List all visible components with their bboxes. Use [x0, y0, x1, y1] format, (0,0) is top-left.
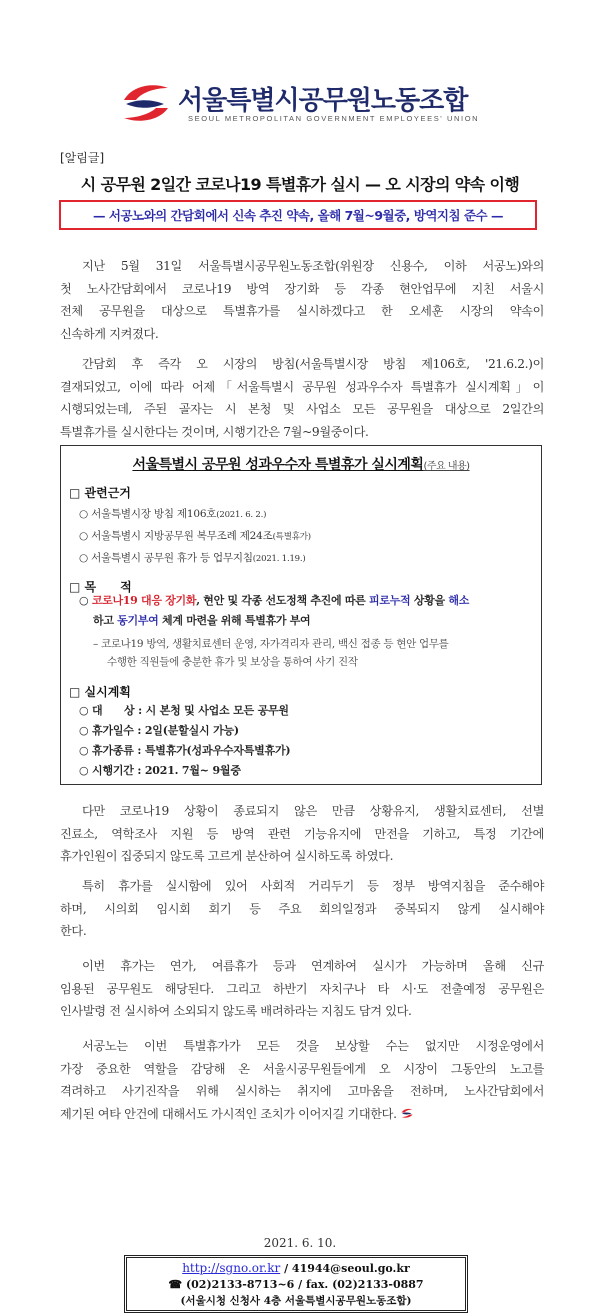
- plan-item: ○ 휴가일수 : 2일(분할실시 가능): [79, 724, 239, 737]
- paragraph-6: [60, 1035, 544, 1125]
- paragraph-4: [60, 875, 544, 943]
- union-logo-icon: [118, 78, 174, 126]
- paragraph-line: 진료소, 역학조사 지원 등 방역 관련 기능유지에 만전을 기하고, 특정 기간에: [60, 826, 544, 841]
- paragraph-line: 격려하고 사기진작을 위해 실시하는 취지에 고마움을 전하며, 노사간담회에서: [60, 1084, 544, 1098]
- contact-address: (서울시청 신청사 4층 서울특별시공무원노동조합): [180, 1295, 412, 1307]
- union-name: 서울특별시공무원노동조합: [178, 86, 468, 116]
- union-logo: [118, 74, 488, 134]
- paragraph-line: 시행되었는데, 주된 골자는 시 본청 및 사업소 모든 공무원을 대상으로 2일간의: [60, 402, 544, 416]
- plan-item: ○ 대 상 : 시 본청 및 사업소 모든 공무원: [79, 704, 289, 717]
- paragraph-line: 간담회 후 즉각 오 시장의 방침(서울특별시장 방침 제106호, '21.6.2.)이: [82, 357, 544, 371]
- paragraph-line: 제기된 여타 안건에 대해서도 가시적인 조치가 이어지길 기대한다.: [60, 1103, 544, 1126]
- section-purpose-heading: □ 목 적: [69, 580, 132, 594]
- purpose-line-2: 하고 동기부여 체계 마련을 위해 특별휴가 부여: [93, 614, 311, 627]
- basis-item: ○ 서울특별시장 방침 제106호(2021. 6. 2.): [79, 508, 267, 520]
- basis-item: ○ 서울특별시 지방공무원 복무조례 제24조(특별휴가): [79, 530, 311, 542]
- subheadline: — 서공노와의 간담회에서 신속 추진 약속, 올해 7월~9월중, 방역지침 준수 —: [93, 208, 503, 223]
- paragraph-line: 하며, 시의회 임시회 회기 등 주요 회의일정과 중복되지 않게 실시해야: [60, 901, 544, 916]
- paragraph-line: 지난 5월 31일 서울특별시공무원노동조합(위원장 신용수, 이하 서공노)와의: [82, 259, 544, 273]
- paragraph-line: 신속하게 지켜졌다.: [60, 326, 159, 341]
- paragraph-line: 특히 휴가를 실시함에 있어 사회적 거리두기 등 정부 방역지침을 준수해야: [82, 879, 544, 893]
- contact-web-row: [127, 1260, 465, 1277]
- subheadline-box: [59, 200, 537, 230]
- paragraph-line: 이번 휴가는 연가, 여름휴가 등과 연계하여 실시가 가능하며 올해 신규: [82, 959, 544, 973]
- contact-phone: ☎ (02)2133-8713~6 / fax. (02)2133-0887: [168, 1278, 424, 1291]
- paragraph-2: [60, 353, 544, 443]
- headline: 시 공무원 2일간 코로나19 특별휴가 실시 — 오 시장의 약속 이행: [80, 175, 520, 194]
- paragraph-5: [60, 955, 544, 1023]
- plan-title: [61, 454, 541, 474]
- paragraph-line: 한다.: [60, 924, 87, 938]
- basis-item: ○ 서울특별시 공무원 휴가 등 업무지침(2021. 1.19.): [79, 552, 306, 564]
- contact-email: / 41944@seoul.go.kr: [280, 1262, 410, 1275]
- paragraph-1: [60, 255, 544, 345]
- section-plan-heading: □ 실시계획: [69, 685, 131, 699]
- plan-title-note: (주요 내용): [423, 461, 470, 472]
- paragraph-line: 첫 노사간담회에서 코로나19 방역 장기화 등 각종 현안업무에 지친 서울시: [60, 281, 544, 296]
- purpose-detail: – 코로나19 방역, 생활치료센터 운영, 자가격리자 관리, 백신 접종 등 현안 업무를: [93, 638, 449, 650]
- paragraph-line: 가장 중요한 역할을 감당해 온 서울시공무원들에게 오 시장이 그동안의 노고를: [60, 1061, 544, 1076]
- paragraph-line: 임용된 공무원도 해당된다. 그리고 하반기 자치구나 타 시·도 전출예정 공무원은: [60, 981, 544, 996]
- website-link[interactable]: http://sgno.or.kr: [182, 1261, 281, 1275]
- paragraph-line: 전체 공무원을 대상으로 특별휴가를 실시하겠다고 한 오세훈 시장의 약속이: [60, 304, 544, 318]
- purpose-detail: 수행한 직원들에 충분한 휴가 및 보상을 통하여 사기 진작: [107, 656, 358, 668]
- purpose-line-1: ○ 코로나19 대응 장기화, 현안 및 각종 선도정책 추진에 따른 피로누적 상황을 해소: [79, 594, 470, 607]
- plan-summary-box: [60, 445, 542, 785]
- union-name-english: SEOUL METROPOLITAN GOVERNMENT EMPLOYEES' UNION: [188, 114, 480, 123]
- section-basis-heading: □ 관련근거: [69, 486, 131, 500]
- plan-item: ○ 휴가종류 : 특별휴가(성과우수자특별휴가): [79, 744, 291, 757]
- paragraph-line: 인사발령 전 실시하여 소외되지 않도록 배려하라는 지침도 담겨 있다.: [60, 1004, 412, 1018]
- paragraph-line: 다만 코로나19 상황이 종료되지 않은 만큼 상황유지, 생활치료센터, 선별: [82, 804, 544, 818]
- paragraph-line: 서공노는 이번 특별휴가가 모든 것을 보상할 수는 없지만 시정운영에서: [82, 1039, 544, 1053]
- paragraph-line: 특별휴가를 실시한다는 것이며, 시행기간은 7월~9월중이다.: [60, 424, 369, 439]
- notice-label: [알림글]: [60, 151, 105, 165]
- plan-title-text: 서울특별시 공무원 성과우수자 특별휴가 실시계획: [132, 457, 424, 473]
- union-logo-small-icon: [400, 1107, 414, 1119]
- paragraph-3: [60, 800, 544, 868]
- contact-box: [124, 1255, 468, 1313]
- plan-item: ○ 시행기간 : 2021. 7월~ 9월중: [79, 764, 241, 777]
- paragraph-line: 결재되었고, 이에 따라 어제「서울특별시 공무원 성과우수자 특별휴가 실시계획」이: [60, 379, 544, 394]
- release-date: 2021. 6. 10.: [263, 1236, 337, 1250]
- paragraph-line: 휴가인원이 집중되지 않도록 고르게 분산하여 실시하도록 하였다.: [60, 849, 394, 863]
